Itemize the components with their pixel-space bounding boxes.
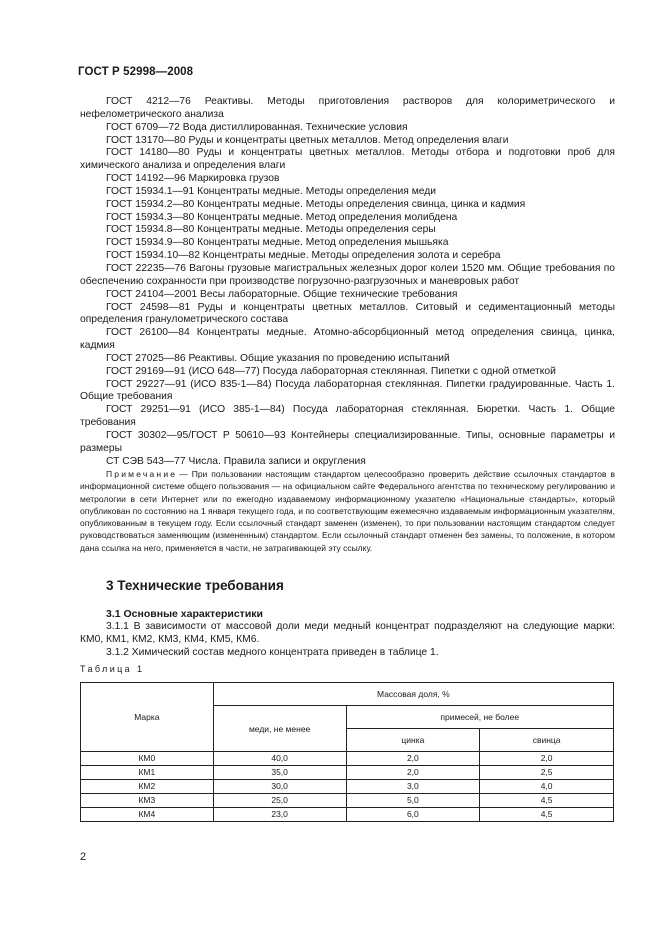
reference-item: ГОСТ 22235—76 Вагоны грузовые магистральных железных дорог колеи 1520 мм. Общие требования по обеспечению сохранности при производстве погрузочно-разгрузочных и маневровых работ bbox=[80, 262, 615, 287]
cell-copper: 25,0 bbox=[213, 794, 346, 808]
reference-item: СТ СЭВ 543—77 Числа. Правила записи и округления bbox=[106, 455, 366, 467]
table-caption: Таблица 1 bbox=[80, 664, 145, 674]
cell-zinc: 5,0 bbox=[346, 794, 480, 808]
table-row bbox=[81, 794, 614, 808]
cell-lead: 4,0 bbox=[480, 780, 614, 794]
cell-copper: 40,0 bbox=[213, 752, 346, 766]
copper-header: меди, не менее bbox=[213, 706, 346, 752]
cell-zinc: 2,0 bbox=[346, 752, 480, 766]
reference-item: ГОСТ 13170—80 Руды и концентраты цветных металлов. Метод определения влаги bbox=[106, 134, 509, 146]
reference-item: ГОСТ 14180—80 Руды и концентраты цветных металлов. Методы отбора и подготовки проб для химического анализа и определения влаги bbox=[80, 147, 615, 172]
reference-item: ГОСТ 15934.1—91 Концентраты медные. Методы определения меди bbox=[106, 185, 437, 197]
reference-item: ГОСТ 29251—91 (ИСО 385-1—84) Посуда лабораторная стеклянная. Бюретки. Часть 1. Общие требования bbox=[80, 404, 615, 429]
reference-item: ГОСТ 15934.10—82 Концентраты медные. Методы определения золота и серебра bbox=[106, 250, 501, 262]
document-header: ГОСТ Р 52998—2008 bbox=[78, 66, 194, 78]
reference-item: ГОСТ 29227—91 (ИСО 835-1—84) Посуда лабораторная стеклянная. Пипетки градуированные. Часть 1. Общие требования bbox=[80, 378, 615, 403]
cell-lead: 2,5 bbox=[480, 766, 614, 780]
cell-lead: 4,5 bbox=[480, 808, 614, 822]
cell-zinc: 2,0 bbox=[346, 766, 480, 780]
table-row bbox=[81, 808, 614, 822]
paragraph-3-1-2: 3.1.2 Химический состав медного концентрата приведен в таблице 1. bbox=[106, 647, 439, 658]
cell-lead: 4,5 bbox=[480, 794, 614, 808]
reference-item: ГОСТ 29169—91 (ИСО 648—77) Посуда лабораторная стеклянная. Пипетки с одной отметкой bbox=[106, 365, 556, 377]
cell-lead: 2,0 bbox=[480, 752, 614, 766]
cell-grade: КМ3 bbox=[81, 794, 214, 808]
cell-copper: 35,0 bbox=[213, 766, 346, 780]
note-block bbox=[80, 468, 615, 554]
table-row bbox=[81, 766, 614, 780]
cell-grade: КМ1 bbox=[81, 766, 214, 780]
table-row bbox=[81, 752, 614, 766]
paragraph-3-1-1: 3.1.1 В зависимости от массовой доли меди медный концентрат подразделяют на следующие марки: КМ0, КМ1, КМ2, КМ3, КМ4, КМ5, КМ6. bbox=[80, 621, 615, 645]
zinc-header: цинка bbox=[346, 729, 480, 752]
cell-grade: КМ0 bbox=[81, 752, 214, 766]
reference-item: ГОСТ 15934.8—80 Концентраты медные. Методы определения серы bbox=[106, 224, 436, 236]
cell-copper: 23,0 bbox=[213, 808, 346, 822]
reference-item: ГОСТ 24598—81 Руды и концентраты цветных металлов. Ситовый и седиментационный методы определения гранулометрического состава bbox=[80, 301, 615, 326]
lead-header: свинца bbox=[480, 729, 614, 752]
note-label: Примечание bbox=[106, 469, 178, 479]
cell-zinc: 6,0 bbox=[346, 808, 480, 822]
normative-references-list bbox=[80, 96, 615, 468]
table-row bbox=[81, 780, 614, 794]
mass-fraction-header: Массовая доля, % bbox=[213, 683, 613, 706]
cell-grade: КМ4 bbox=[81, 808, 214, 822]
reference-item: ГОСТ 4212—76 Реактивы. Методы приготовления растворов для колориметрического и нефелометрического анализа bbox=[80, 96, 615, 120]
cell-copper: 30,0 bbox=[213, 780, 346, 794]
reference-item: ГОСТ 15934.3—80 Концентраты медные. Метод определения молибдена bbox=[106, 211, 458, 223]
composition-table bbox=[80, 682, 614, 822]
reference-item: ГОСТ 14192—96 Маркировка грузов bbox=[106, 173, 280, 185]
page-number: 2 bbox=[80, 851, 87, 863]
grade-header: Марка bbox=[81, 683, 214, 752]
subsection-heading: 3.1 Основные характеристики bbox=[106, 608, 263, 620]
note-text: — При пользовании настоящим стандартом целесообразно проверить действие ссылочных стандартов в информационной системе общего пользования — на официальном сайте Федерального агентства по техническому регулированию и метрологии в сети Интернет или по ежегодно издаваемому информационному указателю «Национальные стандарты», который опубликован по состоянию на 1 января текущего года, и по соответствующим ежемесячно издаваемым информационным указателям, опубликованным в текущем году. Если ссылочный стандарт заменен (изменен), то при пользовании настоящим стандартом следует руководствоваться заменяющим (измененным) стандартом. Если ссылочный стандарт отменен без замены, то положение, в котором дана ссылка на него, применяется в части, не затрагивающей эту ссылку. bbox=[80, 469, 615, 553]
reference-item: ГОСТ 30302—95/ГОСТ Р 50610—93 Контейнеры специализированные. Типы, основные параметры и размеры bbox=[80, 429, 615, 454]
section-heading: 3 Технические требования bbox=[106, 578, 284, 593]
cell-grade: КМ2 bbox=[81, 780, 214, 794]
reference-item: ГОСТ 15934.9—80 Концентраты медные. Метод определения мышьяка bbox=[106, 237, 449, 249]
reference-item: ГОСТ 27025—86 Реактивы. Общие указания по проведению испытаний bbox=[106, 352, 450, 364]
reference-item: ГОСТ 24104—2001 Весы лабораторные. Общие технические требования bbox=[106, 288, 458, 300]
reference-item: ГОСТ 26100—84 Концентраты медные. Атомно-абсорбционный метод определения свинца, цинка, кадмия bbox=[80, 327, 615, 352]
reference-item: ГОСТ 6709—72 Вода дистиллированная. Технические условия bbox=[106, 121, 408, 133]
impurities-header: примесей, не более bbox=[346, 706, 614, 729]
cell-zinc: 3,0 bbox=[346, 780, 480, 794]
reference-item: ГОСТ 15934.2—80 Концентраты медные. Методы определения свинца, цинка и кадмия bbox=[106, 198, 526, 210]
